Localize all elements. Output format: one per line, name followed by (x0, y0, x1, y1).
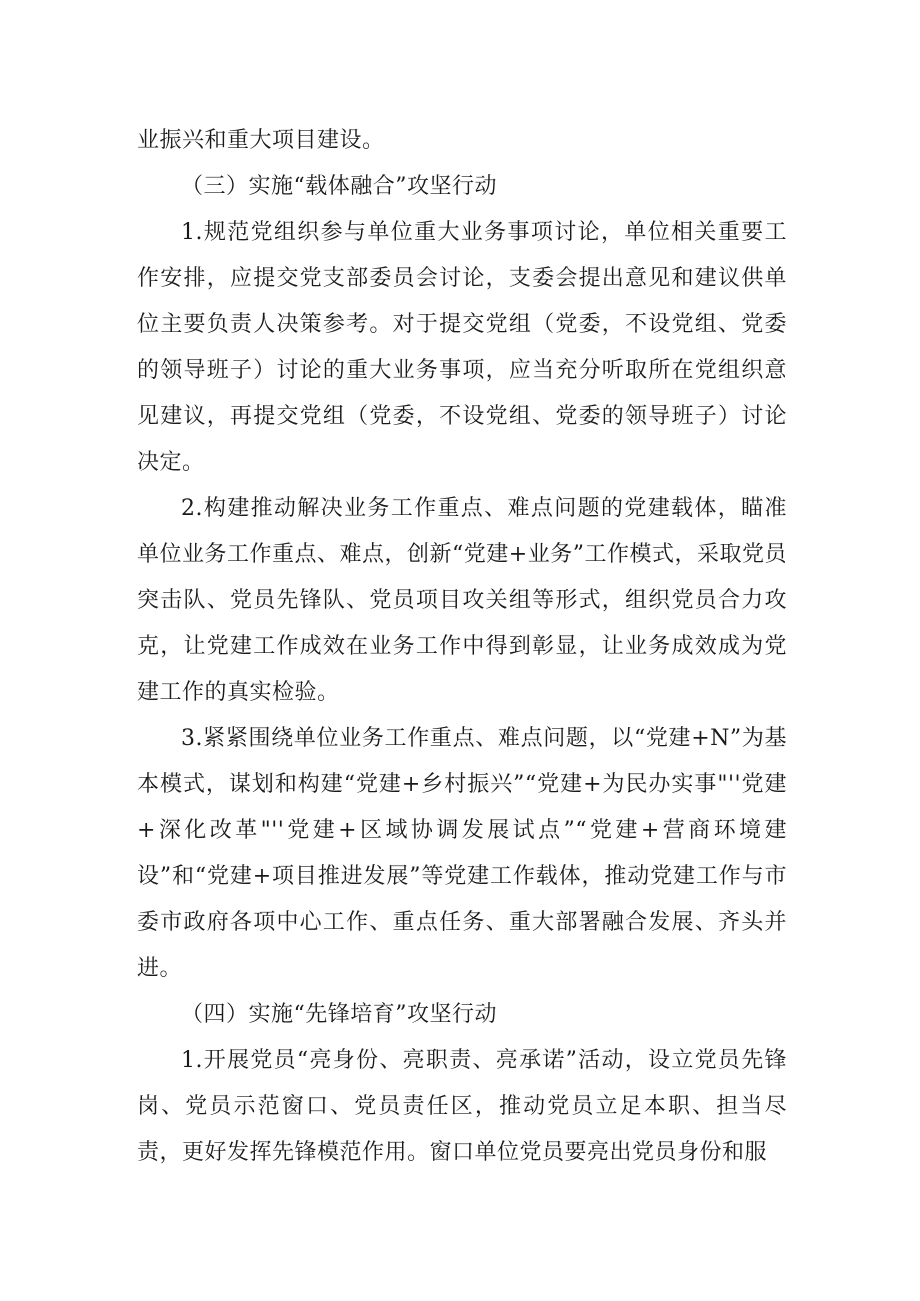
paragraph-item-4-1: 1.开展党员“亮身份、亮职责、亮承诺”活动，设立党员先锋岗、党员示范窗口、党员责任区，推动党员立足本职、担当尽责，更好发挥先锋模范作用。窗口单位党员要亮出党员身份和服 (137, 1048, 787, 1165)
paragraph-item-1: 1.规范党组织参与单位重大业务事项讨论，单位相关重要工作安排，应提交党支部委员会讨论，支委会提出意见和建议供单位主要负责人决策参考。对于提交党组（党委，不设党组、党委的领导班子）讨论的重大业务事项，应当充分听取所在党组织意见建议，再提交党组（党委，不设党组、党委的领导班子）讨论决定。 (137, 220, 787, 475)
paragraph-continuation: 业振兴和重大项目建设。 (137, 128, 385, 153)
paragraph-item-2: 2.构建推动解决业务工作重点、难点问题的党建载体，瞄准单位业务工作重点、难点，创新“党建+业务”工作模式，采取党员突击队、党员先锋队、党员项目攻关组等形式，组织党员合力攻克，让党建工作成效在业务工作中得到彰显，让业务成效成为党建工作的真实检验。 (137, 496, 787, 705)
paragraph-item-3: 3.紧紧围绕单位业务工作重点、难点问题，以“党建+N”为基本模式，谋划和构建“党建+乡村振兴”“党建+为民办实事"''党建+深化改革"''党建+区域协调发展试点”“党建+营商环境建设”和“党建+项目推进发展”等党建工作载体，推动党建工作与市委市政府各项中心工作、重点任务、重大部署融合发展、齐头并进。 (137, 726, 787, 981)
document-body (137, 118, 787, 1176)
section-heading-four: （四）实施“先锋培育”攻坚行动 (181, 1002, 497, 1027)
section-heading-three: （三）实施“载体融合”攻坚行动 (181, 174, 497, 199)
